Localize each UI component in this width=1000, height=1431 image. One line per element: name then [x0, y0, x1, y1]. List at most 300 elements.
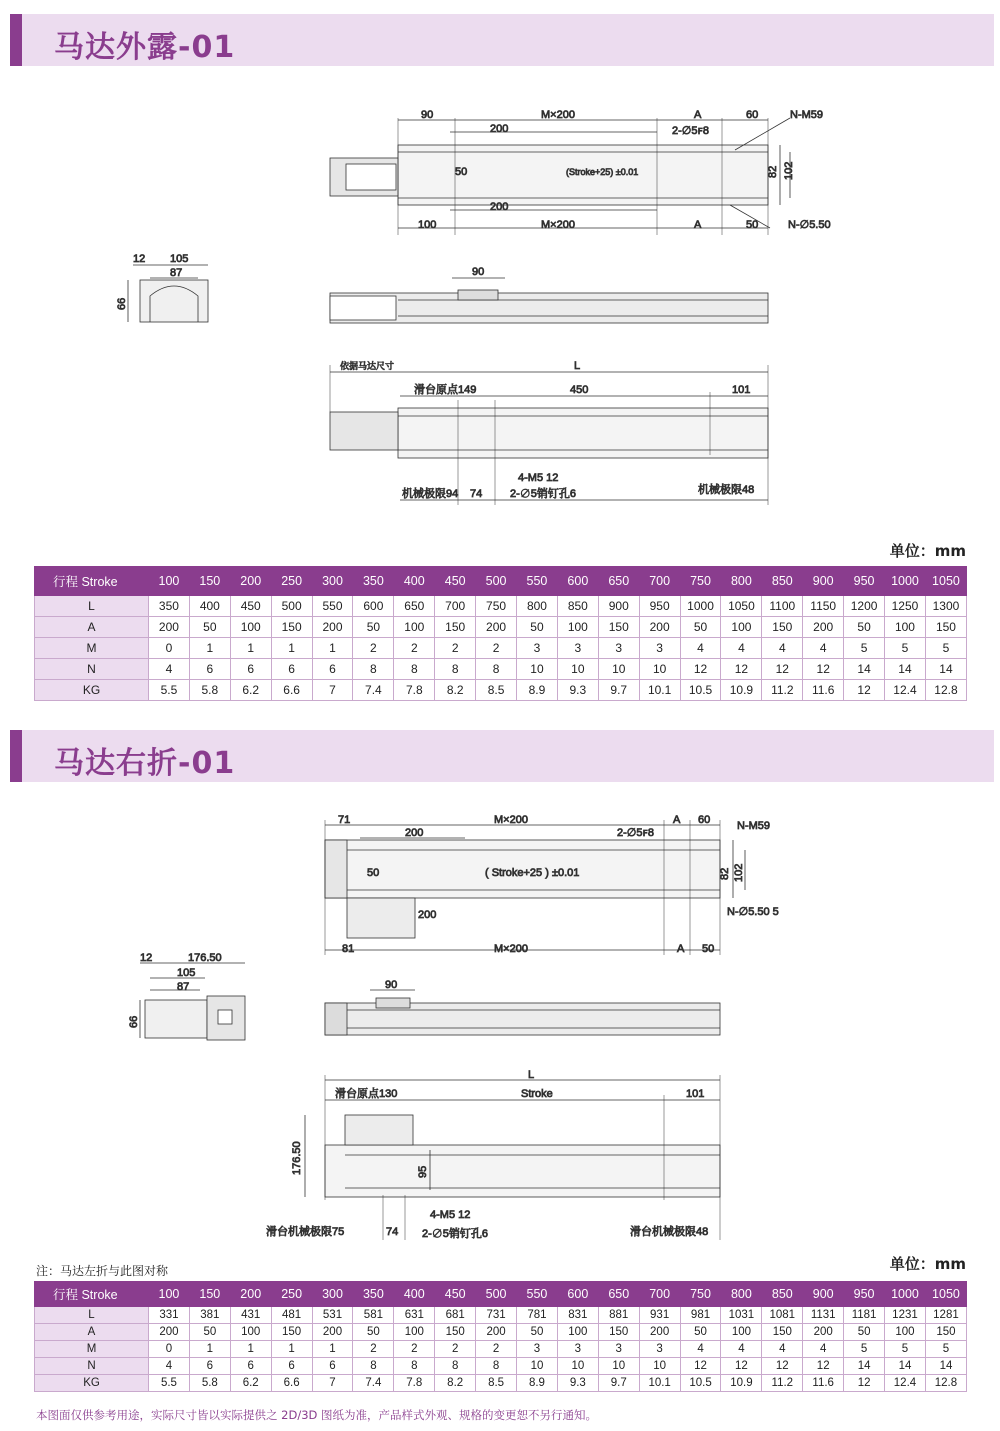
footer-disclaimer: 本图面仅供参考用途，实际尺寸皆以实际提供之 2D/3D 图纸为准，产品样式外观、规格的变更恕不另行通知。	[36, 1408, 598, 1422]
table-cell: 4	[721, 1341, 762, 1358]
header-stroke-value: 850	[762, 567, 803, 596]
table-header-row	[35, 567, 967, 596]
table-cell: 150	[598, 1324, 639, 1341]
table-cell: 100	[230, 1324, 271, 1341]
s1-dim-200b: 200	[490, 201, 509, 213]
table-cell: 2	[476, 638, 517, 659]
table-cell: 100	[557, 1324, 598, 1341]
row-label: N	[35, 659, 149, 680]
header-stroke-value: 950	[844, 567, 885, 596]
section2-drawing	[0, 810, 1000, 1250]
table-cell: 10	[517, 1358, 558, 1375]
table-cell: 2	[394, 638, 435, 659]
table-cell: 5	[885, 1341, 926, 1358]
header-stroke-value: 950	[844, 1282, 885, 1307]
s2-dim-m5: 4-M5 12	[430, 1209, 471, 1221]
table-cell: 14	[885, 1358, 926, 1375]
header-stroke-value: 800	[721, 1282, 762, 1307]
s2-dim-50: 50	[367, 867, 380, 879]
row-label: M	[35, 638, 149, 659]
table-cell: 100	[721, 617, 762, 638]
header-stroke-value: 400	[394, 567, 435, 596]
table-cell: 50	[517, 1324, 558, 1341]
table-cell: 3	[639, 1341, 680, 1358]
s2-dim-200: 200	[405, 827, 424, 839]
table-cell: 681	[435, 1307, 476, 1324]
table-cell: 14	[885, 659, 926, 680]
table-cell: 150	[271, 1324, 312, 1341]
table-cell: 200	[312, 1324, 353, 1341]
section1-spec-table	[34, 566, 967, 701]
header-stroke-value: 900	[803, 1282, 844, 1307]
table-cell: 1	[312, 638, 353, 659]
s1-dim-m200: M×200	[541, 109, 575, 121]
s2-dim-stroke: ( Stroke+25 ) ±0.01	[485, 867, 580, 879]
table-row	[35, 680, 967, 701]
header-stroke-value: 1050	[925, 1282, 966, 1307]
s2-dim-h17650: 176.50	[291, 1141, 303, 1175]
section1-drawing	[0, 95, 1000, 515]
table-cell: 200	[639, 1324, 680, 1341]
s2-dim-phi58: 2-∅5ꜰ8	[617, 827, 654, 839]
table-cell: 8	[476, 659, 517, 680]
table-cell: 2	[435, 638, 476, 659]
table-cell: 6	[189, 659, 230, 680]
s2-dim-pin: 2-∅5销钉孔6	[422, 1228, 489, 1240]
s2-dim-stroke-label: Stroke	[521, 1088, 553, 1100]
table-row	[35, 1324, 967, 1341]
s2-dim-top90: 90	[385, 979, 398, 991]
section2-header	[10, 730, 994, 782]
header-stroke-value: 200	[230, 567, 271, 596]
table-cell: 381	[189, 1307, 230, 1324]
table-cell: 6	[271, 1358, 312, 1375]
header-stroke-value: 150	[189, 567, 230, 596]
table-cell: 3	[557, 638, 598, 659]
table-cell: 12	[721, 659, 762, 680]
row-label: KG	[35, 680, 149, 701]
table-row	[35, 659, 967, 680]
header-stroke-value: 300	[312, 567, 353, 596]
s1-dim-motor: 依据马达尺寸	[340, 361, 395, 371]
section2-spec-table	[34, 1281, 967, 1392]
table-cell: 1050	[721, 596, 762, 617]
header-stroke-value: 350	[353, 567, 394, 596]
s1-dim-200: 200	[490, 123, 509, 135]
table-cell: 4	[803, 1341, 844, 1358]
s2-dim-limit75: 滑台机械极限75	[266, 1226, 345, 1238]
section1-header-accent	[10, 14, 22, 66]
s1-dim-82: 82	[767, 165, 779, 178]
header-stroke-value: 550	[517, 1282, 558, 1307]
table-cell: 9.3	[557, 1375, 598, 1392]
table-cell: 750	[476, 596, 517, 617]
table-cell: 7.4	[353, 1375, 394, 1392]
table-cell: 10	[557, 659, 598, 680]
table-cell: 8	[353, 1358, 394, 1375]
s2-dim-95: 95	[417, 1165, 429, 1178]
table-cell: 6	[189, 1358, 230, 1375]
table-row	[35, 1375, 967, 1392]
table-cell: 850	[557, 596, 598, 617]
header-stroke-value: 1050	[925, 567, 966, 596]
table-cell: 800	[517, 596, 558, 617]
table-cell: 4	[762, 638, 803, 659]
table-cell: 1181	[844, 1307, 885, 1324]
table-cell: 9.7	[598, 680, 639, 701]
header-stroke-value: 300	[312, 1282, 353, 1307]
table-cell: 981	[680, 1307, 721, 1324]
table-cell: 3	[517, 1341, 558, 1358]
table-cell: 1	[230, 638, 271, 659]
table-cell: 3	[639, 638, 680, 659]
table-cell: 100	[394, 1324, 435, 1341]
s1-end-view	[128, 265, 208, 322]
table-cell: 5	[844, 1341, 885, 1358]
table-cell: 12	[680, 1358, 721, 1375]
s2-dim-66: 66	[128, 1015, 140, 1028]
table-cell: 5.8	[189, 680, 230, 701]
table-cell: 10.5	[680, 680, 721, 701]
table-cell: 6	[230, 1358, 271, 1375]
s1-dim-87: 87	[170, 267, 183, 279]
section2-note: 注：马达左折与此图对称	[36, 1264, 169, 1278]
table-cell: 10	[598, 659, 639, 680]
table-cell: 1	[312, 1341, 353, 1358]
s2-dim-L: L	[528, 1069, 535, 1081]
table-cell: 100	[230, 617, 271, 638]
table-cell: 50	[353, 1324, 394, 1341]
table-cell: 4	[721, 638, 762, 659]
table-cell: 1	[271, 1341, 312, 1358]
table-cell: 14	[844, 659, 885, 680]
s1-dim-450: 450	[570, 384, 589, 396]
table-cell: 12.4	[885, 1375, 926, 1392]
table-cell: 50	[680, 1324, 721, 1341]
table-cell: 1131	[803, 1307, 844, 1324]
header-stroke-value: 500	[476, 567, 517, 596]
table-cell: 12	[680, 659, 721, 680]
table-cell: 4	[149, 659, 190, 680]
table-cell: 950	[639, 596, 680, 617]
table-cell: 8.9	[517, 1375, 558, 1392]
s1-dim-60: 60	[746, 109, 759, 121]
table-cell: 2	[435, 1341, 476, 1358]
header-stroke-value: 1000	[885, 567, 926, 596]
table-cell: 9.3	[557, 680, 598, 701]
table-cell: 200	[476, 1324, 517, 1341]
s2-dim-nm: N-M59	[737, 820, 771, 832]
table-cell: 1	[189, 638, 230, 659]
table-cell: 531	[312, 1307, 353, 1324]
header-stroke-value: 150	[189, 1282, 230, 1307]
table-cell: 481	[271, 1307, 312, 1324]
table-cell: 6.6	[271, 1375, 312, 1392]
table-cell: 581	[353, 1307, 394, 1324]
s1-dim-stroke: (Stroke+25) ±0.01	[566, 167, 639, 177]
table-cell: 12	[762, 1358, 803, 1375]
table-cell: 8	[435, 1358, 476, 1375]
table-cell: 6.2	[230, 1375, 271, 1392]
s1-dim-100: 100	[418, 219, 437, 231]
table-cell: 12	[844, 1375, 885, 1392]
s1-dim-50b: 50	[746, 219, 759, 231]
table-cell: 150	[435, 1324, 476, 1341]
s1-dim-L: L	[574, 360, 581, 372]
table-cell: 8	[394, 1358, 435, 1375]
table-cell: 5.8	[189, 1375, 230, 1392]
table-cell: 6	[230, 659, 271, 680]
table-cell: 5	[885, 638, 926, 659]
table-cell: 6.6	[271, 680, 312, 701]
table-cell: 6	[271, 659, 312, 680]
table-cell: 10	[639, 1358, 680, 1375]
table-cell: 10.1	[639, 1375, 680, 1392]
table-cell: 200	[476, 617, 517, 638]
table-cell: 8	[435, 659, 476, 680]
table-cell: 11.6	[803, 1375, 844, 1392]
section2-title: 马达右折-01	[54, 746, 236, 781]
table-cell: 10.5	[680, 1375, 721, 1392]
table-cell: 11.2	[762, 680, 803, 701]
table-cell: 200	[639, 617, 680, 638]
table-cell: 10	[639, 659, 680, 680]
table-cell: 881	[598, 1307, 639, 1324]
table-cell: 11.2	[762, 1375, 803, 1392]
s2-dim-81: 81	[342, 943, 355, 955]
table-cell: 350	[149, 596, 190, 617]
row-label: M	[35, 1341, 149, 1358]
s1-dim-pin: 2-∅5销钉孔6	[510, 488, 577, 500]
table-cell: 12.8	[925, 1375, 966, 1392]
table-cell: 4	[680, 638, 721, 659]
table-cell: 100	[394, 617, 435, 638]
header-stroke-value: 850	[762, 1282, 803, 1307]
s1-dim-66: 66	[116, 297, 128, 310]
table-cell: 8	[394, 659, 435, 680]
table-cell: 0	[149, 638, 190, 659]
table-cell: 12.8	[925, 680, 966, 701]
header-stroke-value: 500	[476, 1282, 517, 1307]
table-cell: 50	[189, 617, 230, 638]
s1-dim-74: 74	[470, 488, 483, 500]
table-cell: 10	[598, 1358, 639, 1375]
table-cell: 10.9	[721, 1375, 762, 1392]
table-row	[35, 617, 967, 638]
section1-unit: 单位：mm	[889, 542, 966, 560]
table-cell: 50	[189, 1324, 230, 1341]
table-cell: 150	[271, 617, 312, 638]
s1-dim-12: 12	[133, 253, 146, 265]
table-cell: 50	[517, 617, 558, 638]
header-stroke-value: 700	[639, 1282, 680, 1307]
s2-dim-105: 105	[177, 967, 196, 979]
table-cell: 100	[557, 617, 598, 638]
table-cell: 8.9	[517, 680, 558, 701]
table-cell: 7	[312, 680, 353, 701]
header-stroke-value: 400	[394, 1282, 435, 1307]
table-cell: 50	[353, 617, 394, 638]
table-cell: 6.2	[230, 680, 271, 701]
table-cell: 50	[844, 617, 885, 638]
s1-dim-m5: 4-M5 12	[518, 472, 559, 484]
s2-dim-m200: M×200	[494, 814, 528, 826]
s2-dim-m200b: M×200	[494, 943, 528, 955]
header-stroke-value: 450	[435, 1282, 476, 1307]
table-cell: 2	[394, 1341, 435, 1358]
header-stroke-value: 100	[149, 567, 190, 596]
table-cell: 5.5	[149, 1375, 190, 1392]
s2-dim-50b: 50	[702, 943, 715, 955]
table-cell: 7.8	[394, 680, 435, 701]
table-cell: 400	[189, 596, 230, 617]
table-cell: 600	[353, 596, 394, 617]
header-stroke-label: 行程 Stroke	[35, 1282, 149, 1307]
table-cell: 14	[925, 659, 966, 680]
s2-dim-limit48: 滑台机械极限48	[630, 1226, 709, 1238]
table-cell: 1000	[680, 596, 721, 617]
table-cell: 200	[803, 617, 844, 638]
table-cell: 8.2	[435, 1375, 476, 1392]
s2-dim-200b: 200	[418, 909, 437, 921]
header-stroke-value: 700	[639, 567, 680, 596]
s2-dim-82: 82	[719, 867, 731, 880]
table-cell: 3	[598, 638, 639, 659]
table-cell: 2	[353, 1341, 394, 1358]
table-cell: 1031	[721, 1307, 762, 1324]
s2-dim-origin: 滑台原点130	[335, 1088, 398, 1100]
s2-top-view	[325, 820, 745, 955]
table-cell: 200	[312, 617, 353, 638]
table-cell: 650	[394, 596, 435, 617]
s1-side-view	[330, 278, 768, 323]
row-label: N	[35, 1358, 149, 1375]
table-cell: 1250	[885, 596, 926, 617]
table-cell: 10	[557, 1358, 598, 1375]
table-cell: 1231	[885, 1307, 926, 1324]
table-cell: 150	[762, 617, 803, 638]
table-cell: 2	[476, 1341, 517, 1358]
header-stroke-value: 450	[435, 567, 476, 596]
header-stroke-value: 250	[271, 567, 312, 596]
table-cell: 200	[803, 1324, 844, 1341]
header-stroke-value: 550	[517, 567, 558, 596]
s2-dim-60: 60	[698, 814, 711, 826]
table-cell: 2	[353, 638, 394, 659]
s2-dim-a: A	[673, 814, 681, 826]
header-stroke-value: 1000	[885, 1282, 926, 1307]
table-cell: 631	[394, 1307, 435, 1324]
s1-top-view	[330, 118, 790, 235]
table-cell: 8.5	[476, 680, 517, 701]
s2-side-view	[325, 990, 720, 1035]
table-cell: 150	[762, 1324, 803, 1341]
header-stroke-value: 750	[680, 567, 721, 596]
row-label: L	[35, 1307, 149, 1324]
table-cell: 12	[721, 1358, 762, 1375]
s1-dim-a: A	[694, 109, 702, 121]
table-cell: 8	[353, 659, 394, 680]
table-cell: 4	[762, 1341, 803, 1358]
s2-dim-17650: 176.50	[188, 952, 222, 964]
table-cell: 14	[925, 1358, 966, 1375]
table-cell: 150	[925, 1324, 966, 1341]
s1-dim-ab: A	[694, 219, 702, 231]
table-cell: 100	[721, 1324, 762, 1341]
header-stroke-value: 750	[680, 1282, 721, 1307]
table-cell: 150	[435, 617, 476, 638]
table-cell: 1200	[844, 596, 885, 617]
row-label: A	[35, 1324, 149, 1341]
table-cell: 5	[925, 638, 966, 659]
header-stroke-value: 800	[721, 567, 762, 596]
table-cell: 12	[844, 680, 885, 701]
table-cell: 150	[925, 617, 966, 638]
table-cell: 12.4	[885, 680, 926, 701]
section1-header	[10, 14, 994, 66]
header-stroke-value: 200	[230, 1282, 271, 1307]
table-cell: 1300	[925, 596, 966, 617]
table-cell: 1	[230, 1341, 271, 1358]
table-cell: 1281	[925, 1307, 966, 1324]
header-stroke-value: 600	[557, 1282, 598, 1307]
table-cell: 150	[598, 617, 639, 638]
table-row	[35, 596, 967, 617]
table-cell: 8.5	[476, 1375, 517, 1392]
s2-dim-12: 12	[140, 952, 153, 964]
table-cell: 781	[517, 1307, 558, 1324]
table-cell: 200	[149, 617, 190, 638]
table-cell: 10.1	[639, 680, 680, 701]
s2-dim-101: 101	[686, 1088, 705, 1100]
table-cell: 12	[803, 659, 844, 680]
table-cell: 12	[762, 659, 803, 680]
table-cell: 1100	[762, 596, 803, 617]
table-cell: 700	[435, 596, 476, 617]
s2-dim-102: 102	[733, 863, 745, 882]
s1-dim-m200b: M×200	[541, 219, 575, 231]
header-stroke-value: 350	[353, 1282, 394, 1307]
table-row	[35, 1358, 967, 1375]
row-label: KG	[35, 1375, 149, 1392]
table-cell: 12	[803, 1358, 844, 1375]
table-cell: 331	[149, 1307, 190, 1324]
table-cell: 500	[271, 596, 312, 617]
header-stroke-value: 650	[598, 567, 639, 596]
table-cell: 1150	[803, 596, 844, 617]
s2-dim-71: 71	[338, 814, 351, 826]
table-cell: 7	[312, 1375, 353, 1392]
s1-dim-phi58: 2-∅5ꜰ8	[672, 125, 709, 137]
table-cell: 8	[476, 1358, 517, 1375]
table-cell: 7.4	[353, 680, 394, 701]
table-header-row	[35, 1282, 967, 1307]
table-cell: 4	[149, 1358, 190, 1375]
table-cell: 900	[598, 596, 639, 617]
table-row	[35, 1341, 967, 1358]
table-cell: 831	[557, 1307, 598, 1324]
table-cell: 100	[885, 1324, 926, 1341]
table-row	[35, 638, 967, 659]
header-stroke-value: 250	[271, 1282, 312, 1307]
s1-dim-102: 102	[783, 161, 795, 180]
section2-header-accent	[10, 730, 22, 782]
s1-dim-top90: 90	[472, 266, 485, 278]
header-stroke-value: 100	[149, 1282, 190, 1307]
table-cell: 450	[230, 596, 271, 617]
header-stroke-value: 650	[598, 1282, 639, 1307]
s1-dim-50: 50	[455, 166, 468, 178]
